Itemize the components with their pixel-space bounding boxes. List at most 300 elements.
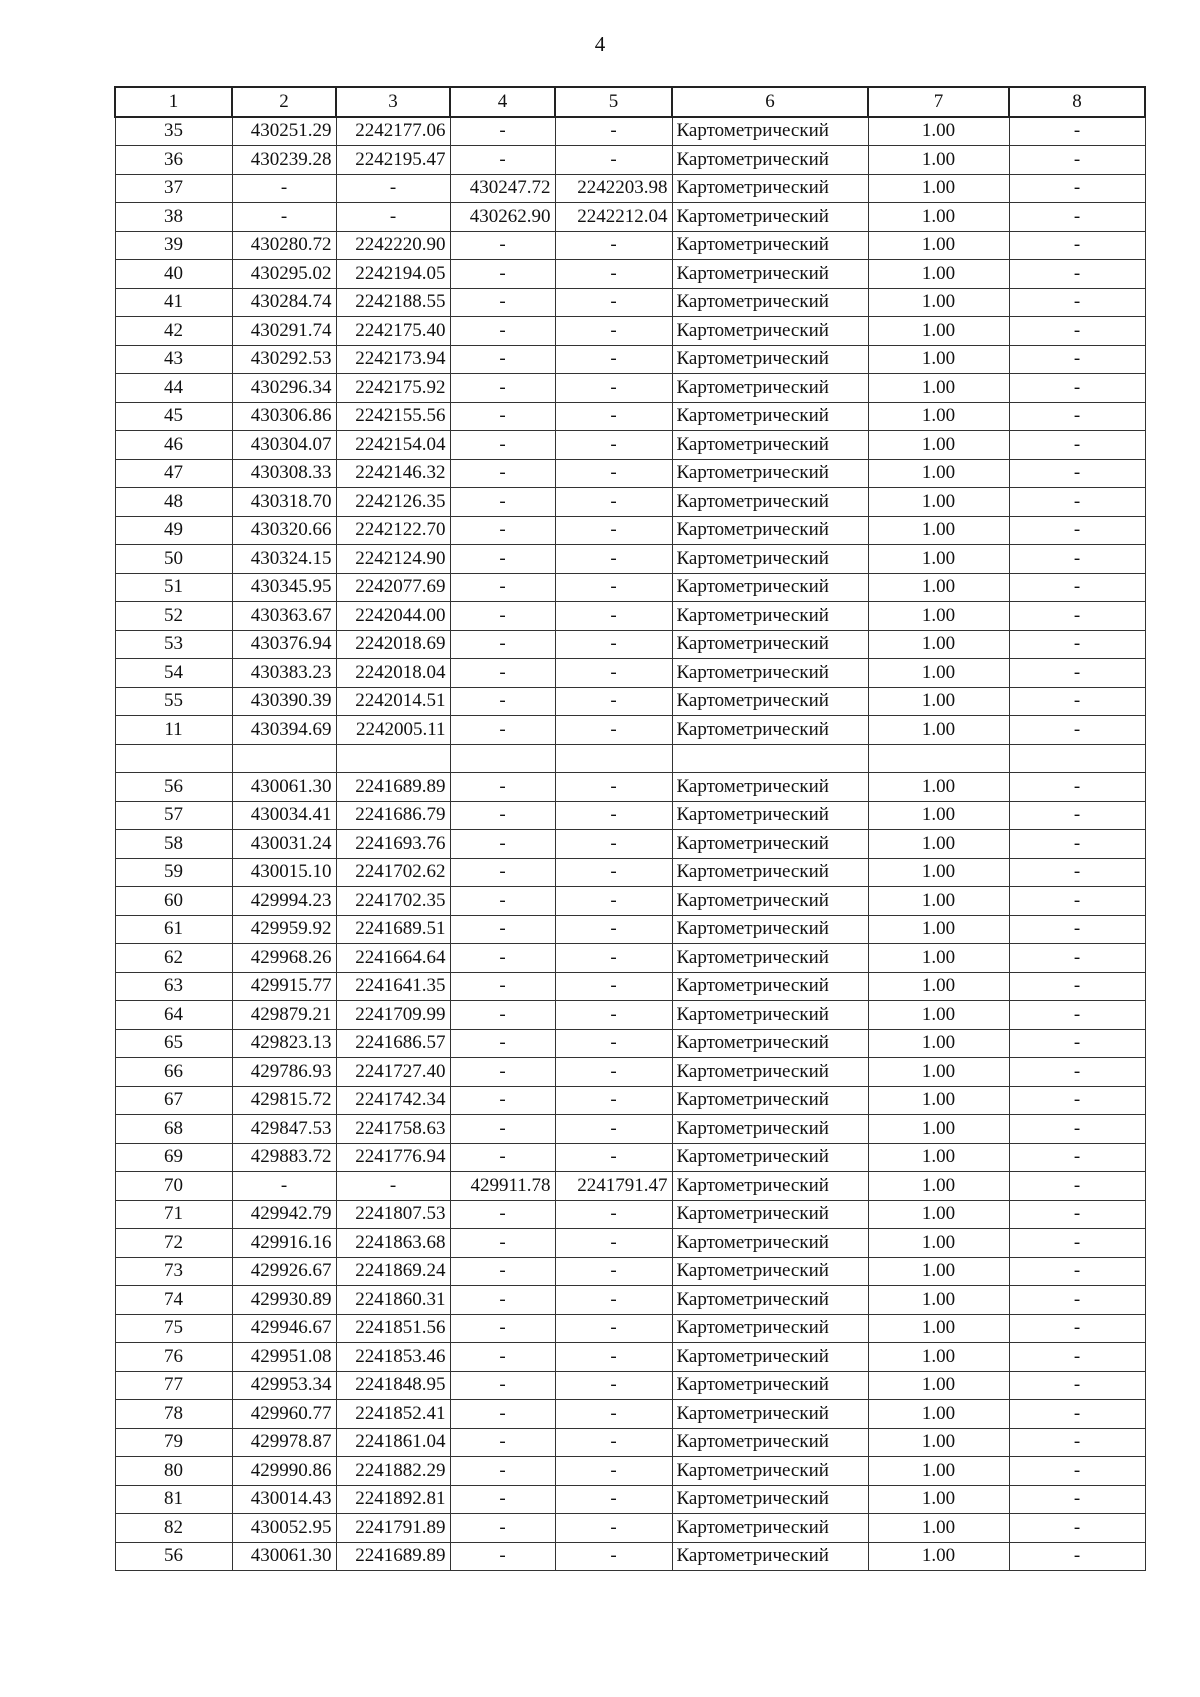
accuracy-cell: 1.00 xyxy=(868,146,1009,175)
table-body xyxy=(115,117,1145,1571)
point-number-cell: 59 xyxy=(115,858,232,887)
y-new-cell: - xyxy=(555,602,672,631)
table-row xyxy=(115,1457,1145,1486)
x-existing-cell: 430061.30 xyxy=(232,1542,336,1571)
accuracy-cell: 1.00 xyxy=(868,1115,1009,1144)
method-cell: Картометрический xyxy=(672,260,868,289)
x-new-cell: - xyxy=(450,374,555,403)
x-new-cell: - xyxy=(450,288,555,317)
y-existing-cell: 2241791.89 xyxy=(336,1514,450,1543)
x-new-cell: - xyxy=(450,1086,555,1115)
y-existing-cell: 2241851.56 xyxy=(336,1314,450,1343)
x-new-cell: - xyxy=(450,1371,555,1400)
header-row xyxy=(115,87,1145,117)
description-cell: - xyxy=(1009,1058,1145,1087)
x-existing-cell: 429786.93 xyxy=(232,1058,336,1087)
point-number-cell: 43 xyxy=(115,345,232,374)
y-existing-cell: 2241807.53 xyxy=(336,1200,450,1229)
point-number-cell: 65 xyxy=(115,1029,232,1058)
y-existing-cell: 2241869.24 xyxy=(336,1257,450,1286)
method-cell: Картометрический xyxy=(672,1428,868,1457)
y-new-cell: - xyxy=(555,260,672,289)
y-existing-cell: - xyxy=(336,1172,450,1201)
description-cell: - xyxy=(1009,459,1145,488)
method-cell: Картометрический xyxy=(672,203,868,232)
accuracy-cell: 1.00 xyxy=(868,1314,1009,1343)
description-cell xyxy=(1009,744,1145,773)
y-new-cell: - xyxy=(555,545,672,574)
table-row xyxy=(115,744,1145,773)
description-cell: - xyxy=(1009,1343,1145,1372)
x-existing-cell: 430308.33 xyxy=(232,459,336,488)
accuracy-cell: 1.00 xyxy=(868,345,1009,374)
x-existing-cell: 430363.67 xyxy=(232,602,336,631)
method-cell: Картометрический xyxy=(672,231,868,260)
x-existing-cell: 430345.95 xyxy=(232,573,336,602)
description-cell: - xyxy=(1009,345,1145,374)
method-cell: Картометрический xyxy=(672,1286,868,1315)
table-row xyxy=(115,1485,1145,1514)
table-row xyxy=(115,117,1145,146)
x-existing-cell: 430320.66 xyxy=(232,516,336,545)
description-cell: - xyxy=(1009,488,1145,517)
table-row xyxy=(115,174,1145,203)
x-existing-cell: 429978.87 xyxy=(232,1428,336,1457)
point-number-cell: 74 xyxy=(115,1286,232,1315)
accuracy-cell: 1.00 xyxy=(868,944,1009,973)
y-existing-cell: 2242124.90 xyxy=(336,545,450,574)
description-cell: - xyxy=(1009,716,1145,745)
y-existing-cell: 2241702.35 xyxy=(336,887,450,916)
x-existing-cell: 430014.43 xyxy=(232,1485,336,1514)
table-row xyxy=(115,687,1145,716)
description-cell: - xyxy=(1009,374,1145,403)
table-row xyxy=(115,459,1145,488)
x-existing-cell: 430394.69 xyxy=(232,716,336,745)
accuracy-cell: 1.00 xyxy=(868,174,1009,203)
table-row xyxy=(115,431,1145,460)
point-number-cell: 57 xyxy=(115,801,232,830)
description-cell: - xyxy=(1009,1229,1145,1258)
point-number-cell: 68 xyxy=(115,1115,232,1144)
point-number-cell: 67 xyxy=(115,1086,232,1115)
method-cell: Картометрический xyxy=(672,915,868,944)
description-cell: - xyxy=(1009,1400,1145,1429)
x-new-cell: - xyxy=(450,402,555,431)
x-new-cell: 429911.78 xyxy=(450,1172,555,1201)
y-new-cell: 2242212.04 xyxy=(555,203,672,232)
method-cell: Картометрический xyxy=(672,545,868,574)
method-cell: Картометрический xyxy=(672,488,868,517)
table-row xyxy=(115,915,1145,944)
accuracy-cell: 1.00 xyxy=(868,545,1009,574)
accuracy-cell: 1.00 xyxy=(868,887,1009,916)
description-cell: - xyxy=(1009,858,1145,887)
x-new-cell: - xyxy=(450,260,555,289)
x-new-cell: 430247.72 xyxy=(450,174,555,203)
description-cell: - xyxy=(1009,1172,1145,1201)
point-number-cell: 46 xyxy=(115,431,232,460)
y-existing-cell: 2242044.00 xyxy=(336,602,450,631)
description-cell: - xyxy=(1009,516,1145,545)
method-cell: Картометрический xyxy=(672,317,868,346)
x-existing-cell: 430239.28 xyxy=(232,146,336,175)
x-new-cell: - xyxy=(450,1343,555,1372)
method-cell: Картометрический xyxy=(672,1343,868,1372)
point-number-cell: 70 xyxy=(115,1172,232,1201)
x-existing-cell: 430034.41 xyxy=(232,801,336,830)
point-number-cell: 47 xyxy=(115,459,232,488)
table-row xyxy=(115,374,1145,403)
x-new-cell: - xyxy=(450,1428,555,1457)
table-row xyxy=(115,858,1145,887)
x-new-cell: - xyxy=(450,1257,555,1286)
table-row xyxy=(115,1428,1145,1457)
y-existing-cell: - xyxy=(336,203,450,232)
y-existing-cell: 2241863.68 xyxy=(336,1229,450,1258)
header-cell-7: 7 xyxy=(868,87,1009,117)
method-cell: Картометрический xyxy=(672,516,868,545)
point-number-cell xyxy=(115,744,232,773)
y-new-cell: - xyxy=(555,288,672,317)
table-row xyxy=(115,402,1145,431)
table-row xyxy=(115,1029,1145,1058)
accuracy-cell: 1.00 xyxy=(868,687,1009,716)
accuracy-cell: 1.00 xyxy=(868,1143,1009,1172)
x-existing-cell: 429926.67 xyxy=(232,1257,336,1286)
point-number-cell: 38 xyxy=(115,203,232,232)
x-existing-cell: 430376.94 xyxy=(232,630,336,659)
x-new-cell: - xyxy=(450,659,555,688)
method-cell: Картометрический xyxy=(672,687,868,716)
x-new-cell: - xyxy=(450,516,555,545)
table-row xyxy=(115,1058,1145,1087)
y-new-cell: - xyxy=(555,1400,672,1429)
x-new-cell: - xyxy=(450,488,555,517)
method-cell: Картометрический xyxy=(672,1542,868,1571)
x-new-cell: - xyxy=(450,972,555,1001)
method-cell: Картометрический xyxy=(672,459,868,488)
y-existing-cell: 2241702.62 xyxy=(336,858,450,887)
description-cell: - xyxy=(1009,1200,1145,1229)
x-existing-cell: 429960.77 xyxy=(232,1400,336,1429)
accuracy-cell: 1.00 xyxy=(868,1457,1009,1486)
table-row xyxy=(115,345,1145,374)
accuracy-cell: 1.00 xyxy=(868,716,1009,745)
point-number-cell: 62 xyxy=(115,944,232,973)
x-existing-cell: 430292.53 xyxy=(232,345,336,374)
table-row xyxy=(115,773,1145,802)
table-row xyxy=(115,630,1145,659)
y-existing-cell: 2241686.79 xyxy=(336,801,450,830)
table-row xyxy=(115,288,1145,317)
x-existing-cell: 430015.10 xyxy=(232,858,336,887)
x-new-cell xyxy=(450,744,555,773)
accuracy-cell: 1.00 xyxy=(868,1371,1009,1400)
y-existing-cell xyxy=(336,744,450,773)
x-existing-cell: 430383.23 xyxy=(232,659,336,688)
y-new-cell: - xyxy=(555,1001,672,1030)
point-number-cell: 49 xyxy=(115,516,232,545)
table-row xyxy=(115,830,1145,859)
description-cell: - xyxy=(1009,1257,1145,1286)
description-cell: - xyxy=(1009,203,1145,232)
accuracy-cell: 1.00 xyxy=(868,573,1009,602)
x-new-cell: - xyxy=(450,858,555,887)
table-row xyxy=(115,716,1145,745)
y-existing-cell: 2241892.81 xyxy=(336,1485,450,1514)
y-new-cell: - xyxy=(555,573,672,602)
x-existing-cell: 429916.16 xyxy=(232,1229,336,1258)
y-new-cell xyxy=(555,744,672,773)
x-existing-cell: 430390.39 xyxy=(232,687,336,716)
accuracy-cell: 1.00 xyxy=(868,1029,1009,1058)
x-new-cell: - xyxy=(450,431,555,460)
y-existing-cell: 2241853.46 xyxy=(336,1343,450,1372)
accuracy-cell: 1.00 xyxy=(868,317,1009,346)
y-existing-cell: 2241641.35 xyxy=(336,972,450,1001)
point-number-cell: 48 xyxy=(115,488,232,517)
x-new-cell: - xyxy=(450,630,555,659)
description-cell: - xyxy=(1009,1371,1145,1400)
description-cell: - xyxy=(1009,1485,1145,1514)
accuracy-cell: 1.00 xyxy=(868,1286,1009,1315)
table-row xyxy=(115,146,1145,175)
y-existing-cell: 2241860.31 xyxy=(336,1286,450,1315)
y-existing-cell: 2242077.69 xyxy=(336,573,450,602)
y-new-cell: - xyxy=(555,1457,672,1486)
y-new-cell: - xyxy=(555,1086,672,1115)
x-new-cell: - xyxy=(450,1314,555,1343)
y-existing-cell: 2242155.56 xyxy=(336,402,450,431)
x-existing-cell: - xyxy=(232,174,336,203)
accuracy-cell: 1.00 xyxy=(868,260,1009,289)
point-number-cell: 55 xyxy=(115,687,232,716)
x-new-cell: - xyxy=(450,1001,555,1030)
x-new-cell: - xyxy=(450,1485,555,1514)
y-new-cell: 2241791.47 xyxy=(555,1172,672,1201)
x-new-cell: - xyxy=(450,1200,555,1229)
method-cell: Картометрический xyxy=(672,1257,868,1286)
description-cell: - xyxy=(1009,887,1145,916)
accuracy-cell: 1.00 xyxy=(868,1485,1009,1514)
table-row xyxy=(115,1314,1145,1343)
accuracy-cell: 1.00 xyxy=(868,431,1009,460)
method-cell: Картометрический xyxy=(672,1371,868,1400)
method-cell: Картометрический xyxy=(672,659,868,688)
y-existing-cell: - xyxy=(336,174,450,203)
description-cell: - xyxy=(1009,117,1145,146)
point-number-cell: 44 xyxy=(115,374,232,403)
method-cell: Картометрический xyxy=(672,1400,868,1429)
table-row xyxy=(115,1086,1145,1115)
accuracy-cell: 1.00 xyxy=(868,1086,1009,1115)
accuracy-cell: 1.00 xyxy=(868,773,1009,802)
table-row xyxy=(115,1143,1145,1172)
y-new-cell: - xyxy=(555,630,672,659)
method-cell: Картометрический xyxy=(672,801,868,830)
y-new-cell: - xyxy=(555,858,672,887)
point-number-cell: 63 xyxy=(115,972,232,1001)
table-row xyxy=(115,1542,1145,1571)
y-new-cell: - xyxy=(555,972,672,1001)
method-cell: Картометрический xyxy=(672,858,868,887)
y-existing-cell: 2242018.69 xyxy=(336,630,450,659)
point-number-cell: 81 xyxy=(115,1485,232,1514)
table-row xyxy=(115,516,1145,545)
x-existing-cell: 429953.34 xyxy=(232,1371,336,1400)
point-number-cell: 66 xyxy=(115,1058,232,1087)
description-cell: - xyxy=(1009,602,1145,631)
point-number-cell: 61 xyxy=(115,915,232,944)
accuracy-cell: 1.00 xyxy=(868,488,1009,517)
point-number-cell: 69 xyxy=(115,1143,232,1172)
x-new-cell: - xyxy=(450,1058,555,1087)
point-number-cell: 76 xyxy=(115,1343,232,1372)
y-new-cell: - xyxy=(555,374,672,403)
point-number-cell: 50 xyxy=(115,545,232,574)
y-existing-cell: 2242146.32 xyxy=(336,459,450,488)
x-existing-cell: 429823.13 xyxy=(232,1029,336,1058)
coordinates-table xyxy=(114,86,1146,1571)
point-number-cell: 45 xyxy=(115,402,232,431)
x-existing-cell: 429942.79 xyxy=(232,1200,336,1229)
method-cell: Картометрический xyxy=(672,431,868,460)
y-existing-cell: 2242154.04 xyxy=(336,431,450,460)
accuracy-cell: 1.00 xyxy=(868,231,1009,260)
x-existing-cell: 429946.67 xyxy=(232,1314,336,1343)
accuracy-cell: 1.00 xyxy=(868,915,1009,944)
x-existing-cell: 430031.24 xyxy=(232,830,336,859)
method-cell: Картометрический xyxy=(672,972,868,1001)
y-existing-cell: 2241686.57 xyxy=(336,1029,450,1058)
table-row xyxy=(115,488,1145,517)
accuracy-cell: 1.00 xyxy=(868,1200,1009,1229)
x-new-cell: - xyxy=(450,944,555,973)
x-new-cell: - xyxy=(450,1514,555,1543)
y-existing-cell: 2242175.40 xyxy=(336,317,450,346)
y-new-cell: - xyxy=(555,146,672,175)
y-existing-cell: 2242188.55 xyxy=(336,288,450,317)
point-number-cell: 77 xyxy=(115,1371,232,1400)
method-cell: Картометрический xyxy=(672,602,868,631)
page-number: 4 xyxy=(594,32,606,56)
y-new-cell: - xyxy=(555,1029,672,1058)
description-cell: - xyxy=(1009,260,1145,289)
y-existing-cell: 2241852.41 xyxy=(336,1400,450,1429)
method-cell: Картометрический xyxy=(672,1172,868,1201)
y-new-cell: - xyxy=(555,117,672,146)
y-existing-cell: 2241861.04 xyxy=(336,1428,450,1457)
x-existing-cell: 430291.74 xyxy=(232,317,336,346)
table-header xyxy=(115,87,1145,117)
x-existing-cell: 430304.07 xyxy=(232,431,336,460)
x-new-cell: - xyxy=(450,716,555,745)
y-existing-cell: 2242220.90 xyxy=(336,231,450,260)
accuracy-cell: 1.00 xyxy=(868,516,1009,545)
table-row xyxy=(115,1343,1145,1372)
point-number-cell: 80 xyxy=(115,1457,232,1486)
description-cell: - xyxy=(1009,944,1145,973)
accuracy-cell: 1.00 xyxy=(868,1257,1009,1286)
accuracy-cell: 1.00 xyxy=(868,1343,1009,1372)
description-cell: - xyxy=(1009,773,1145,802)
method-cell: Картометрический xyxy=(672,630,868,659)
description-cell: - xyxy=(1009,1542,1145,1571)
accuracy-cell: 1.00 xyxy=(868,858,1009,887)
point-number-cell: 79 xyxy=(115,1428,232,1457)
y-new-cell: - xyxy=(555,1514,672,1543)
method-cell: Картометрический xyxy=(672,1029,868,1058)
table-row xyxy=(115,1286,1145,1315)
table-row xyxy=(115,944,1145,973)
header-cell-1: 1 xyxy=(115,87,232,117)
y-new-cell: - xyxy=(555,944,672,973)
method-cell: Картометрический xyxy=(672,716,868,745)
x-new-cell: - xyxy=(450,1143,555,1172)
y-new-cell: - xyxy=(555,1314,672,1343)
x-existing-cell: 430295.02 xyxy=(232,260,336,289)
description-cell: - xyxy=(1009,801,1145,830)
method-cell: Картометрический xyxy=(672,288,868,317)
y-existing-cell: 2241727.40 xyxy=(336,1058,450,1087)
x-existing-cell: - xyxy=(232,203,336,232)
y-existing-cell: 2241882.29 xyxy=(336,1457,450,1486)
x-new-cell: - xyxy=(450,231,555,260)
accuracy-cell xyxy=(868,744,1009,773)
description-cell: - xyxy=(1009,1001,1145,1030)
accuracy-cell: 1.00 xyxy=(868,1058,1009,1087)
table-row xyxy=(115,545,1145,574)
method-cell: Картометрический xyxy=(672,1001,868,1030)
method-cell: Картометрический xyxy=(672,174,868,203)
y-existing-cell: 2241689.89 xyxy=(336,1542,450,1571)
description-cell: - xyxy=(1009,915,1145,944)
table-row xyxy=(115,1172,1145,1201)
method-cell: Картометрический xyxy=(672,1514,868,1543)
x-existing-cell: 429990.86 xyxy=(232,1457,336,1486)
x-existing-cell: 429968.26 xyxy=(232,944,336,973)
method-cell: Картометрический xyxy=(672,117,868,146)
accuracy-cell: 1.00 xyxy=(868,1400,1009,1429)
accuracy-cell: 1.00 xyxy=(868,830,1009,859)
method-cell: Картометрический xyxy=(672,773,868,802)
description-cell: - xyxy=(1009,1086,1145,1115)
x-new-cell: - xyxy=(450,887,555,916)
method-cell: Картометрический xyxy=(672,573,868,602)
x-new-cell: - xyxy=(450,1400,555,1429)
y-existing-cell: 2242005.11 xyxy=(336,716,450,745)
y-new-cell: - xyxy=(555,231,672,260)
y-new-cell: - xyxy=(555,1058,672,1087)
point-number-cell: 73 xyxy=(115,1257,232,1286)
y-new-cell: - xyxy=(555,1115,672,1144)
x-new-cell: - xyxy=(450,146,555,175)
y-existing-cell: 2242122.70 xyxy=(336,516,450,545)
y-existing-cell: 2242175.92 xyxy=(336,374,450,403)
y-existing-cell: 2242195.47 xyxy=(336,146,450,175)
accuracy-cell: 1.00 xyxy=(868,459,1009,488)
x-new-cell: - xyxy=(450,317,555,346)
x-new-cell: 430262.90 xyxy=(450,203,555,232)
description-cell: - xyxy=(1009,1457,1145,1486)
point-number-cell: 42 xyxy=(115,317,232,346)
x-new-cell: - xyxy=(450,830,555,859)
table-row xyxy=(115,1400,1145,1429)
method-cell: Картометрический xyxy=(672,345,868,374)
method-cell: Картометрический xyxy=(672,374,868,403)
y-new-cell: - xyxy=(555,1542,672,1571)
